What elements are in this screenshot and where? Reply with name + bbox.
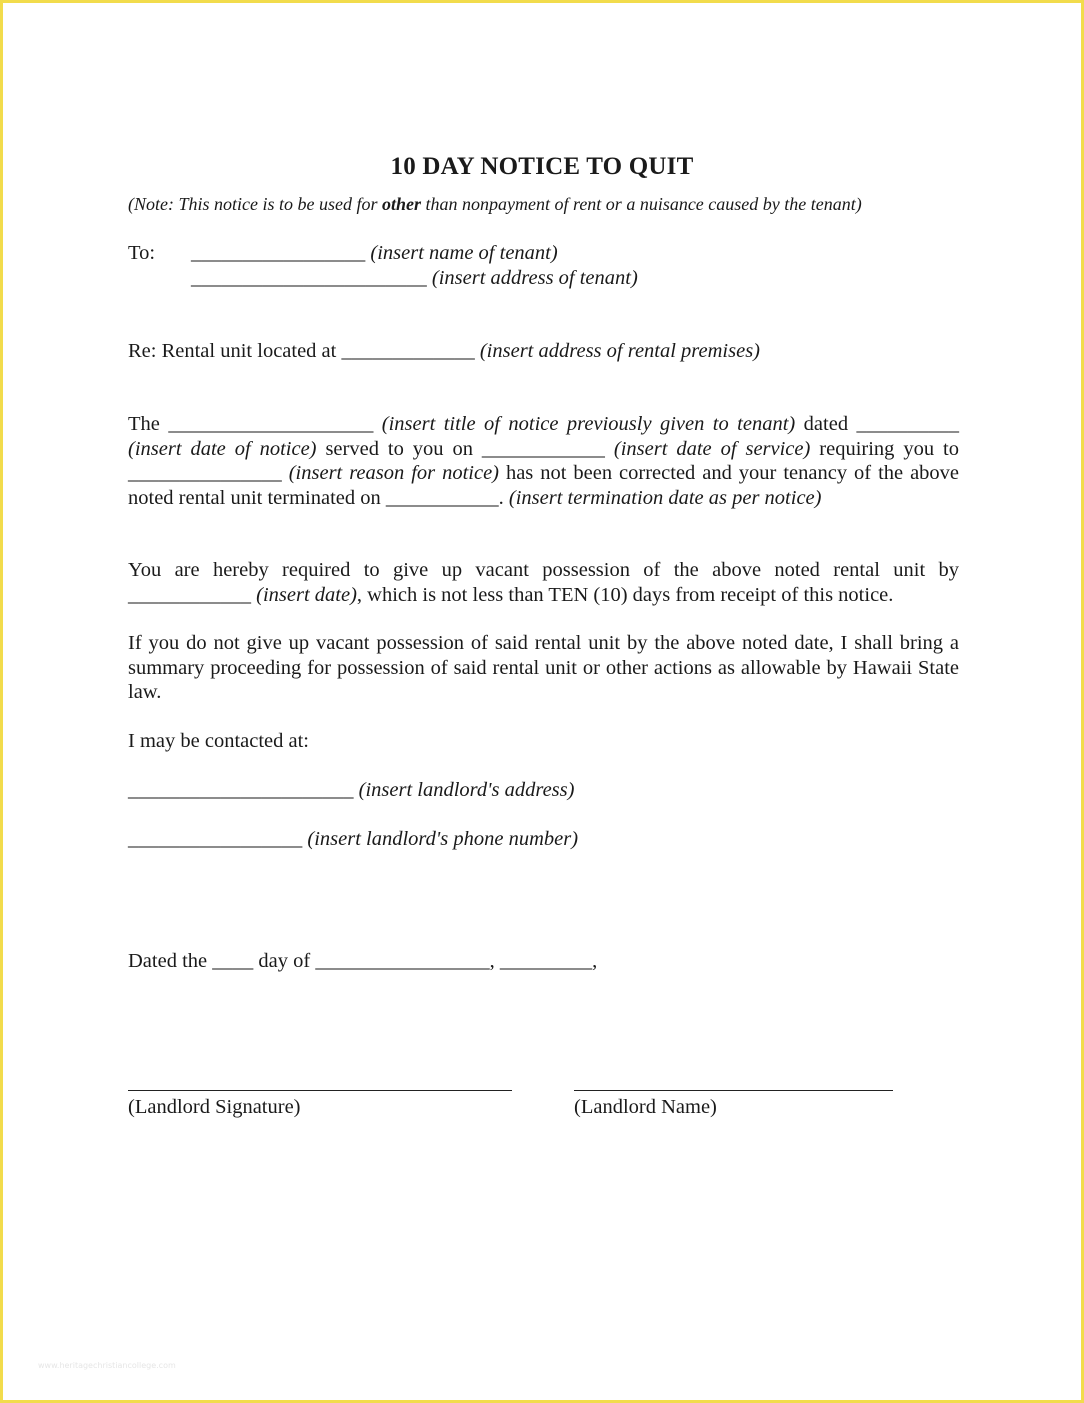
tenant-address-hint: (insert address of tenant): [431, 267, 638, 289]
note-emphasis: other: [381, 194, 421, 214]
reason-blank[interactable]: _______________: [128, 462, 282, 484]
landlord-address-blank[interactable]: ______________________: [128, 779, 354, 801]
landlord-address-line: [128, 778, 959, 803]
notice-date-hint: (insert date of notice): [128, 437, 317, 460]
service-date-blank[interactable]: ____________: [481, 437, 605, 460]
note-text-before: (Note: This notice is to be used for: [128, 194, 382, 214]
contact-label: I may be contacted at:: [128, 730, 309, 752]
day-blank[interactable]: ____: [212, 950, 254, 972]
notice-paragraph: [128, 412, 959, 510]
re-label: Re: Rental unit located at: [128, 340, 342, 362]
landlord-signature-line[interactable]: [128, 1090, 512, 1091]
landlord-phone-hint: (insert landlord's phone number): [307, 828, 579, 850]
landlord-address-hint: (insert landlord's address): [358, 779, 575, 801]
document-title: 10 DAY NOTICE TO QUIT: [390, 153, 694, 180]
to-label: To:: [128, 242, 156, 264]
landlord-name-line[interactable]: [574, 1090, 893, 1091]
tenant-name-line: [191, 241, 558, 266]
notice-title-hint: (insert title of notice previously given to tenant): [381, 413, 796, 435]
vacate-date-hint: (insert date): [256, 583, 357, 606]
vacate-date-blank[interactable]: ____________: [128, 583, 251, 606]
notice-title-blank[interactable]: ____________________: [168, 413, 374, 435]
p1-text-6: .: [498, 486, 509, 509]
vacate-paragraph: [128, 558, 959, 607]
termination-date-hint: (insert termination date as per notice): [508, 486, 822, 509]
p1-text-5: has not been corrected and your tenancy of the above noted rental unit terminated on: [128, 462, 960, 509]
dated-text-1: Dated the: [128, 950, 213, 972]
legal-action-paragraph: If you do not give up vacant possession of said rental unit by the above noted date, I shall bring a summary proceeding for possession of said rental unit or other actions as allowable by Hawaii State law.: [128, 632, 959, 703]
landlord-phone-line: [128, 827, 959, 852]
p1-text-4: requiring you to: [810, 437, 960, 460]
month-blank[interactable]: _________________: [315, 950, 490, 972]
tenant-name-hint: (insert name of tenant): [370, 242, 558, 264]
note-text-after: than nonpayment of rent or a nuisance caused by the tenant): [421, 194, 862, 214]
p1-text-3: served to you on: [316, 437, 482, 460]
tenant-name-blank[interactable]: _________________: [191, 242, 366, 264]
watermark-text: www.heritagechristiancollege.com: [38, 1361, 176, 1370]
landlord-phone-blank[interactable]: _________________: [128, 828, 303, 850]
p1-text-1: The: [128, 413, 169, 435]
dated-line: [128, 949, 959, 974]
service-date-hint: (insert date of service): [613, 437, 811, 460]
dated-text-3: ,: [489, 950, 500, 972]
p2-text-2: , which is not less than TEN (10) days from receipt of this notice.: [356, 583, 894, 606]
year-blank[interactable]: _________: [499, 950, 593, 972]
rental-address-hint: (insert address of rental premises): [479, 340, 761, 362]
tenant-address-line: [191, 266, 638, 291]
p2-text-1: You are hereby required to give up vacant possession of the above noted rental unit by: [128, 559, 959, 581]
rental-address-blank[interactable]: _____________: [341, 340, 475, 362]
landlord-signature-label: (Landlord Signature): [128, 1096, 301, 1118]
dated-text-2: day of: [253, 950, 316, 972]
usage-note: [128, 194, 968, 215]
dated-text-4: ,: [592, 950, 598, 972]
landlord-name-label: (Landlord Name): [574, 1096, 717, 1118]
reason-hint: (insert reason for notice): [288, 462, 499, 484]
tenant-address-blank[interactable]: _______________________: [191, 267, 427, 289]
notice-date-blank[interactable]: __________: [856, 413, 960, 435]
termination-date-blank[interactable]: ___________: [385, 486, 499, 509]
re-line: [128, 339, 760, 364]
p1-text-2: dated: [795, 413, 857, 435]
